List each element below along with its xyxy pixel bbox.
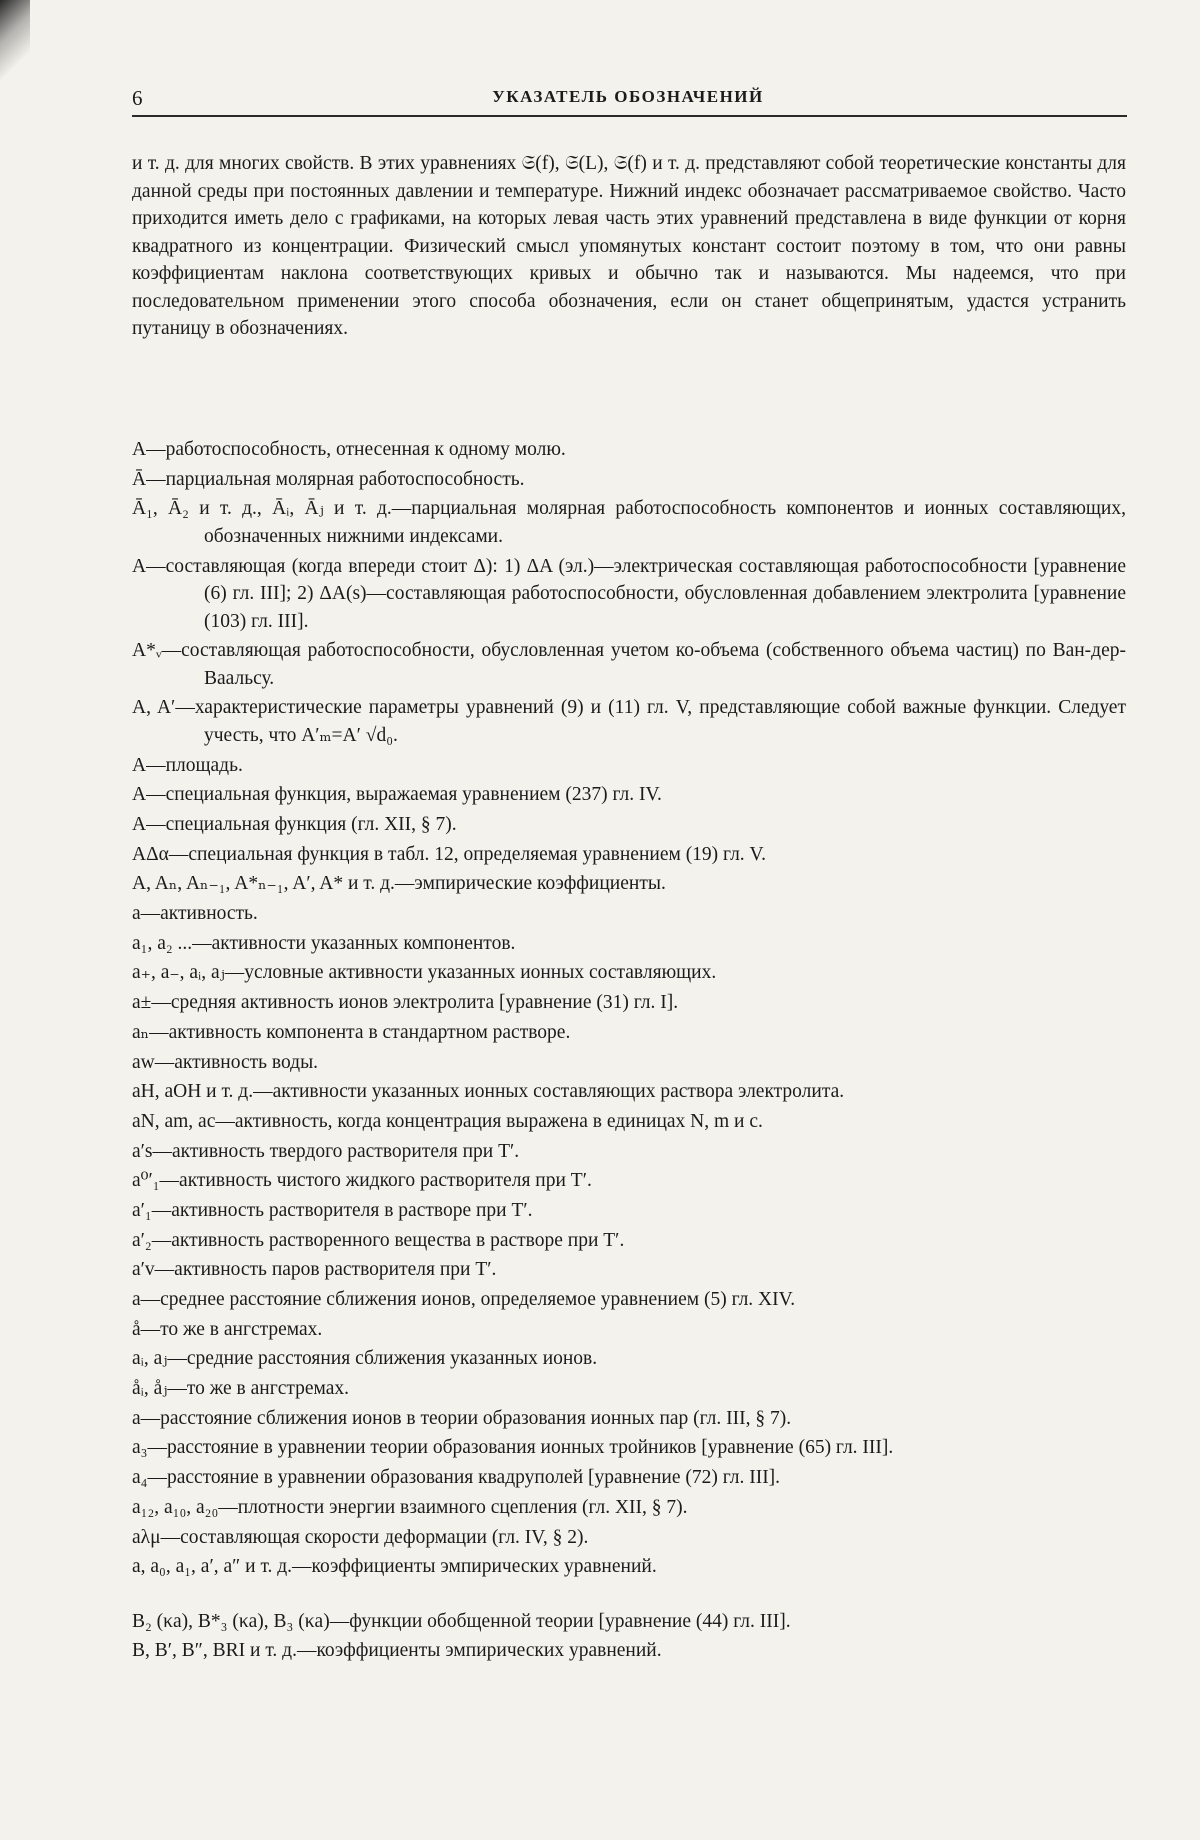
notation-entry: a⁰′₁—активность чистого жидкого растворителя при T′.	[132, 1170, 592, 1192]
notation-entry: å—то же в ангстремах.	[132, 1318, 323, 1340]
notation-entry: A, A′—характеристические параметры уравнений (9) и (11) гл. V, представляющие собой важные функции. Следует учесть, что A′ₘ=A′ √d₀.	[132, 697, 1126, 746]
notation-entry: aₙ—активность компонента в стандартном растворе.	[132, 1021, 571, 1043]
notation-entry: A—составляющая (когда впереди стоит Δ): 1) ΔA (эл.)—электрическая составляющая работоспособности [уравнение (6) гл. III]; 2) ΔA(s)—составляющая работоспособности, обусловленная добавлением электролита [уравнение (103) гл. III].	[132, 555, 1126, 632]
running-title: УКАЗАТЕЛЬ ОБОЗНАЧЕНИЙ	[492, 87, 764, 106]
notation-entry: aλμ—составляющая скорости деформации (гл. IV, § 2).	[132, 1526, 589, 1548]
notation-entry: aᵢ, aⱼ—средние расстояния сближения указанных ионов.	[132, 1348, 598, 1370]
notation-entry: A—работоспособность, отнесенная к одному молю.	[132, 439, 566, 460]
notation-list	[132, 436, 1126, 1667]
notation-entry: a′v—активность паров растворителя при T′.	[132, 1259, 497, 1281]
notation-entry: AΔα—специальная функция в табл. 12, определяемая уравнением (19) гл. V.	[132, 843, 766, 865]
notation-entry: a′s—активность твердого растворителя при T′.	[132, 1140, 520, 1162]
notation-entry: A—специальная функция, выражаемая уравнением (237) гл. IV.	[132, 784, 662, 806]
notation-entry: Ā—парциальная молярная работоспособность.	[132, 468, 525, 490]
notation-entry: a—активность.	[132, 903, 258, 925]
notation-entry: B₂ (κa), B*₃ (κa), B₃ (κa)—функции обобщенной теории [уравнение (44) гл. III].	[132, 1610, 791, 1632]
notation-entry: a₄—расстояние в уравнении образования квадруполей [уравнение (72) гл. III].	[132, 1467, 781, 1489]
notation-entry: a₃—расстояние в уравнении теории образования ионных тройников [уравнение (65) гл. III].	[132, 1437, 894, 1459]
notation-entry: aH, aOH и т. д.—активности указанных ионных составляющих раствора электролита.	[132, 1081, 845, 1103]
notation-entry: a—расстояние сближения ионов в теории образования ионных пар (гл. III, § 7).	[132, 1407, 792, 1429]
page-header	[132, 82, 1124, 114]
notation-entry: aN, am, ac—активность, когда концентрация выражена в единицах N, m и c.	[132, 1110, 763, 1132]
notation-entry: a′₁—активность растворителя в растворе при T′.	[132, 1199, 533, 1221]
notation-entry: a′₂—активность растворенного вещества в растворе при T′.	[132, 1229, 625, 1251]
page-number: 6	[132, 86, 143, 110]
notation-entry: A, Aₙ, Aₙ₋₁, A*ₙ₋₁, A′, A* и т. д.—эмпирические коэффициенты.	[132, 873, 666, 895]
notation-entry: aw—активность воды.	[132, 1051, 319, 1073]
notation-entry: a, a₀, a₁, a′, a″ и т. д.—коэффициенты эмпирических уравнений.	[132, 1556, 657, 1578]
notation-entry: A—специальная функция (гл. XII, § 7).	[132, 814, 457, 835]
notation-entry: a±—средняя активность ионов электролита [уравнение (31) гл. I].	[132, 992, 679, 1014]
scan-edge-shadow	[0, 0, 30, 80]
notation-entry: A*ᵥ—составляющая работоспособности, обусловленная учетом ко-объема (собственного объема частиц) по Ван-дер-Ваальсу.	[132, 640, 1126, 689]
notation-entry: a₊, a₋, aᵢ, aⱼ—условные активности указанных ионных составляющих.	[132, 962, 717, 984]
notation-entry: a₁₂, a₁₀, a₂₀—плотности энергии взаимного сцепления (гл. XII, § 7).	[132, 1496, 688, 1518]
notation-entry: a₁, a₂ ...—активности указанных компонентов.	[132, 932, 516, 954]
notation-entry: åᵢ, åⱼ—то же в ангстремах.	[132, 1378, 350, 1400]
intro-text: и т. д. для многих свойств. В этих уравнениях 𝔖(f), 𝔖(L), 𝔖(f) и т. д. представляют собой теоретические константы для данной среды при постоянных давлении и температуре. Нижний индекс обозначает рассматриваемое свойство. Часто приходится иметь дело с графиками, на которых левая часть этих уравнений представлена в виде функции от корня квадратного из концентрации. Физический смысл упомянутых констант состоит поэтому в том, что они равны коэффициентам наклона соответствующих кривых и обычно так и называются. Мы надеемся, что при последовательном применении этого способа обозначения, если он станет общепринятым, удастся устранить путаницу в обозначениях.	[132, 153, 1126, 339]
notation-entry: a—среднее расстояние сближения ионов, определяемое уравнением (5) гл. XIV.	[132, 1289, 796, 1310]
intro-paragraph	[132, 150, 1126, 343]
notation-entry: A—площадь.	[132, 754, 243, 776]
notation-entry: Ā₁, Ā₂ и т. д., Āᵢ, Āⱼ и т. д.—парциальная молярная работоспособность компонентов и ионных составляющих, обозначенных нижними индексами.	[132, 498, 1126, 547]
header-rule	[132, 115, 1127, 117]
notation-entry: B, B′, B″, BRI и т. д.—коэффициенты эмпирических уравнений.	[132, 1640, 662, 1662]
